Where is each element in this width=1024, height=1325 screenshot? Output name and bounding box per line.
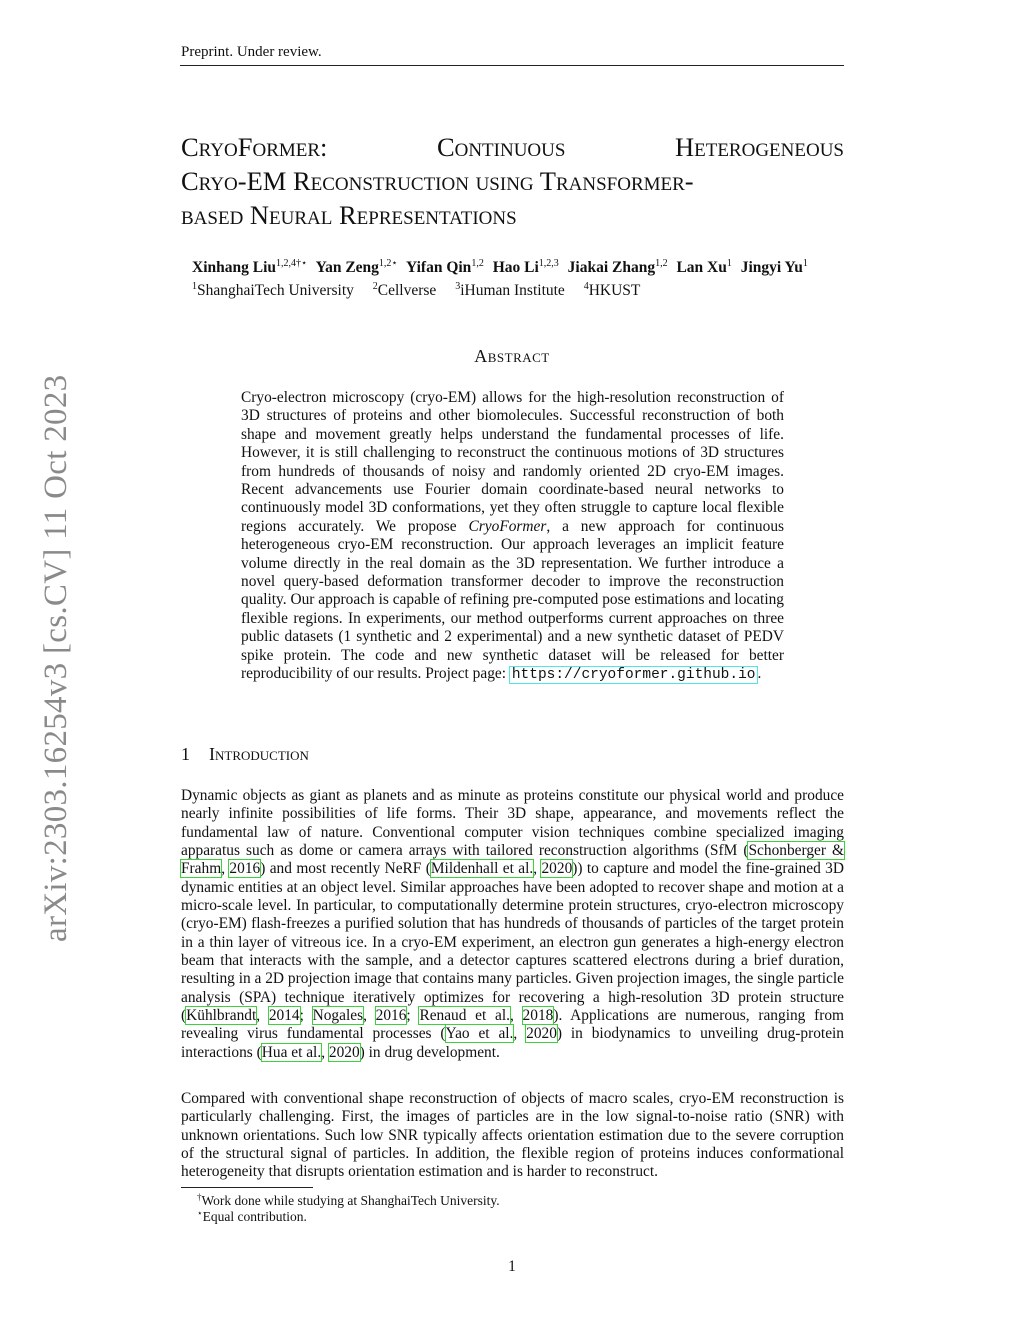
title-line-3: based Neural Representations [181, 200, 517, 230]
citation-year-link[interactable]: 2018 [522, 1007, 554, 1025]
citation-link[interactable]: Renaud et al. [419, 1007, 510, 1025]
author: Jiakai Zhang$^{1,2}$ [567, 258, 668, 276]
title-line-2: Cryo-EM Reconstruction using Transformer- [181, 166, 694, 196]
citation-link[interactable]: Yao et al. [445, 1025, 514, 1043]
section-title: Introduction [209, 744, 309, 764]
affiliation: $^1$ShanghaiTech University [192, 281, 354, 299]
citation-link[interactable]: Kühlbrandt [186, 1007, 257, 1025]
citation-year-link[interactable]: 2020 [526, 1025, 557, 1043]
footnote: ⋆Equal contribution. [197, 1208, 307, 1224]
title-word-3: Heterogeneous [674, 132, 844, 162]
abstract-heading: Abstract [474, 346, 550, 366]
author: Yifan Qin$^{1,2}$ [405, 258, 484, 276]
author: Hao Li$^{1,2,3}$ [492, 258, 559, 276]
running-head: Preprint. Under review. [181, 44, 322, 60]
page-number: 1 [508, 1258, 516, 1275]
abstract-body: Cryo-electron microscopy (cryo-EM) allows for the high-resolution reconstruction of 3D structures of proteins and other biomolecules. Successful reconstruction of both shape and movement greatly helps understand the fundamental processes of life. However, it is still challenging to reconstruct the continuous motions of 3D structures from hundreds of thousands of noisy and randomly oriented 2D cryo-EM images. Recent advancements use Fourier domain coordinate-based neural networks to continuously model 3D conformations, yet they often struggle to capture local flexible regions accurately. We propose CryoFormer, a new approach for continuous heterogeneous cryo-EM reconstruction. Our approach leverages an implicit feature volume directly in the real domain as the 3D representation. We further introduce a novel query-based deformation transformer decoder to improve the reconstruction quality. Our approach is capable of refining pre-computed pose estimations and locating flexible regions. In experiments, our method outperforms current approaches on three public datasets (1 synthetic and 2 experimental) and a new synthetic dataset of PEDV spike protein. The code and new synthetic dataset will be released for better reproducibility of our results. Project page: https://cryoformer.github.io . [241, 389, 785, 684]
paper-title [181, 130, 844, 232]
affiliation: $^3$iHuman Institute [455, 281, 565, 299]
author: Lan Xu$^1$ [676, 258, 732, 276]
section-heading-introduction [181, 744, 309, 765]
citation-link[interactable]: Nogales [312, 1007, 364, 1025]
citation-link[interactable]: Mildenhall et al. [430, 860, 534, 878]
method-name: CryoFormer [468, 517, 547, 535]
citation-link[interactable]: Hua et al. [261, 1043, 322, 1061]
arxiv-side-stamp: arXiv:2303.16254v3 [cs.CV] 11 Oct 2023 [38, 374, 74, 942]
author: Xinhang Liu$^{1,2,4\dagger⋆}$ [192, 258, 308, 276]
section-number: 1 [181, 744, 190, 764]
footnote: †Work done while studying at ShanghaiTech University. [197, 1192, 500, 1208]
citation-link[interactable]: Schonberger & Frahm [181, 842, 845, 878]
footnote-rule [181, 1187, 313, 1188]
intro-paragraph-2: Compared with conventional shape reconstruction of objects of macro scales, cryo-EM reconstruction is particularly challenging. First, the images of particles are in the low signal-to-noise ratio (SNR) with unknown orientations. Such low SNR typically affects orientation estimation due to the severe corruption of the structural signal of particles. In addition, the flexible region of proteins induces conformational heterogeneity that disrupts orientation estimation and is harder to reconstruct. [181, 1090, 844, 1181]
author: Jingyi Yu$^1$ [740, 258, 808, 276]
intro-paragraph-1: Dynamic objects as giant as planets and as minute as proteins constitute our physical world and produce nearly infinite possibilities of life forms. Their 3D shape, appearance, and movements reflect the fundamental law of nature. Conventional computer vision techniques combine specialized imaging apparatus such as dome or camera arrays with tailored reconstruction algorithms (SfM (Schonberger & Frahm, 2016) and most recently NeRF (Mildenhall et al., 2020)) to capture and model the fine-grained 3D dynamic entities at an object level. Similar approaches have been adopted to recover shape and motion at a micro-scale level. In particular, to computationally determine protein structures, cryo-electron microscopy (cryo-EM) flash-freezes a purified solution that has hundreds of thousands of particles of the target protein in a thin layer of vitreous ice. In a cryo-EM experiment, an electron gun generates a high-energy electron beam that interacts with the sample, and a detector captures scattered electrons during a brief duration, resulting in a 2D projection image that contains many particles. Given projection images, the single particle analysis (SPA) technique iteratively optimizes for recovering a high-resolution 3D protein structure (Kühlbrandt, 2014; Nogales, 2016; Renaud et al., 2018). Applications are numerous, ranging from revealing virus fundamental processes (Yao et al., 2020) in biodynamics to unveiling drug-protein interactions (Hua et al., 2020) in drug development. [181, 787, 845, 1061]
author-list [192, 258, 813, 277]
affiliation-list [192, 281, 655, 300]
citation-year-link[interactable]: 2016 [229, 860, 261, 878]
title-word-1: CryoFormer: [181, 132, 328, 162]
header-rule [180, 65, 844, 66]
author: Yan Zeng$^{1,2⋆}$ [315, 258, 398, 276]
affiliation: $^2$Cellverse [372, 281, 437, 299]
title-word-2: Continuous [436, 132, 566, 162]
affiliation: $^4$HKUST [583, 281, 641, 299]
citation-year-link[interactable]: 2016 [375, 1007, 407, 1025]
citation-year-link[interactable]: 2014 [268, 1007, 300, 1025]
project-page-link[interactable]: https://cryoformer.github.io [511, 667, 756, 684]
title-line-1 [181, 130, 844, 164]
citation-year-link[interactable]: 2020 [541, 860, 573, 878]
citation-year-link[interactable]: 2020 [328, 1043, 360, 1061]
